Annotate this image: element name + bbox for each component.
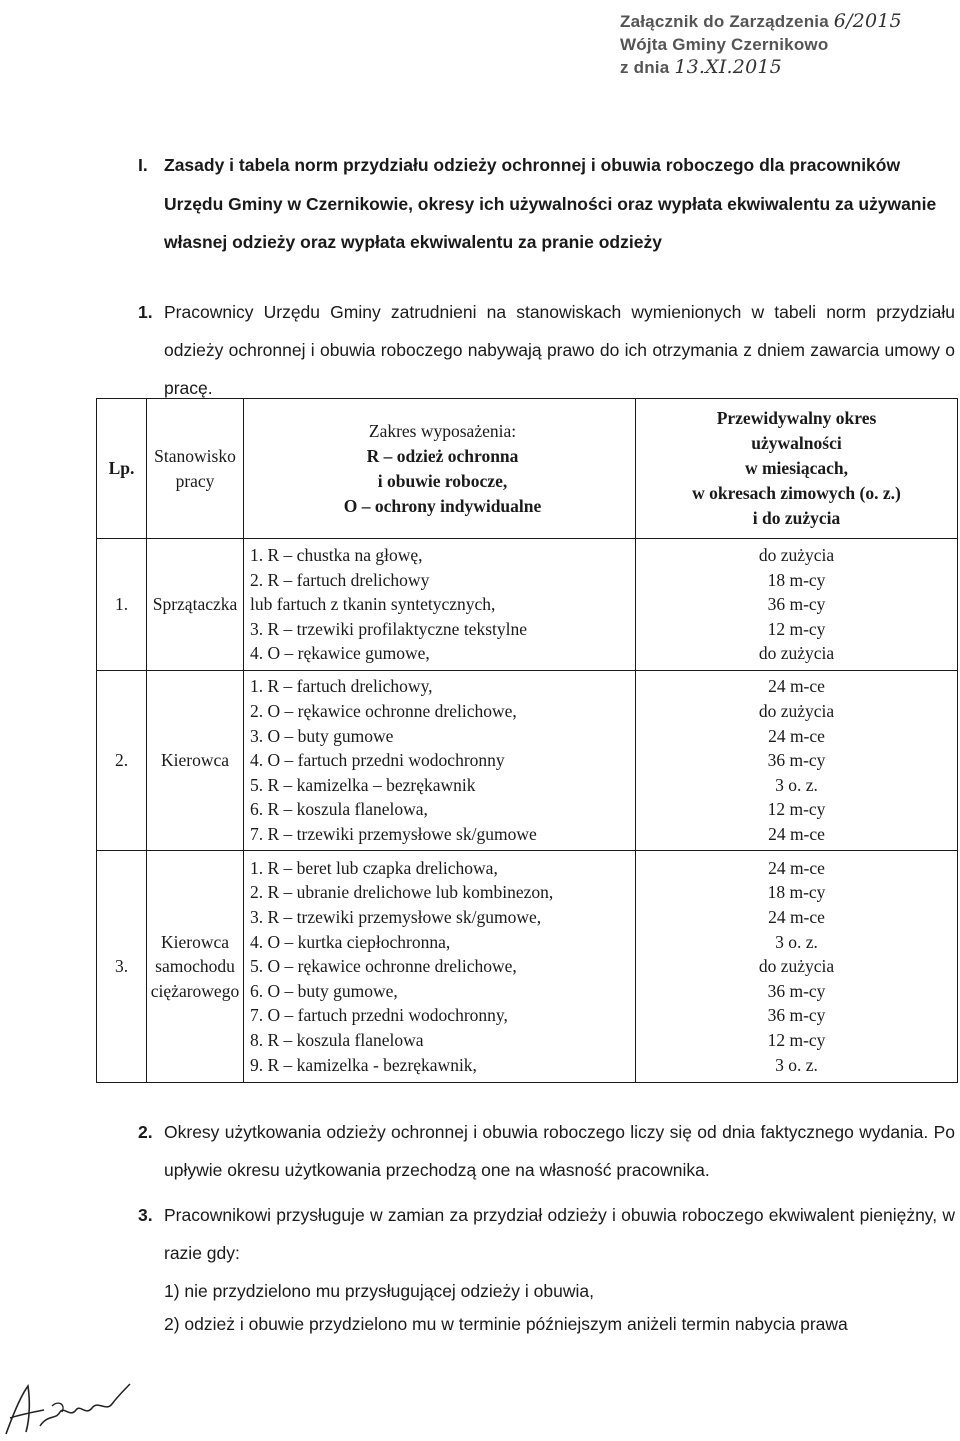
per-line: do zużycia — [758, 701, 835, 722]
row-lp: 3. — [97, 851, 147, 1083]
eq-line: 3. R – trzewiki profilaktyczne tekstylne — [250, 618, 528, 639]
table-row — [97, 851, 958, 1083]
stamp-line-3-text: z dnia — [620, 58, 670, 77]
header-equipment-line: O – ochrony indywidualne — [343, 495, 542, 516]
row-periods — [636, 539, 958, 671]
eq-line: 1. R – beret lub czapka drelichowa, — [250, 857, 498, 878]
per-line: 3 o. z. — [775, 931, 818, 952]
section-title: Zasady i tabela norm przydziału odzieży ochronnej i obuwia roboczego dla pracowników Urzędu Gminy w Czernikowie, okresy ich używalności oraz wypłata ekwiwalentu za używanie własnej odzieży oraz wypłata ekwiwalentu za pranie odzieży — [164, 155, 937, 252]
eq-line: 7. R – trzewiki przemysłowe sk/gumowe — [250, 823, 537, 844]
paragraph-1 — [138, 293, 955, 407]
header-equipment-line: i obuwie robocze, — [377, 470, 508, 491]
paragraph-3 — [138, 1196, 955, 1272]
header-period-line: Przewidywalny okres — [716, 408, 877, 428]
eq-line: lub fartuch z tkanin syntetycznych, — [250, 594, 496, 615]
position-line: Kierowca — [160, 931, 230, 952]
per-line: 12 m-cy — [767, 618, 826, 639]
row-lp: 2. — [97, 671, 147, 851]
row-periods — [636, 671, 958, 851]
stamp-line-2: Wójta Gminy Czernikowo — [620, 35, 829, 54]
paragraph-number: 3. — [138, 1205, 153, 1225]
paragraph-2 — [138, 1113, 955, 1189]
row-equipment — [244, 851, 636, 1083]
per-line: 36 m-cy — [767, 594, 826, 615]
position-line: ciężarowego — [150, 980, 240, 1001]
per-line: 18 m-cy — [767, 882, 826, 903]
list-item: 2) odzież i obuwie przydzielono mu w terminie późniejszym aniżeli termin nabycia prawa — [164, 1314, 848, 1334]
eq-line: 4. O – kurtka ciepłochronna, — [250, 931, 451, 952]
row-position — [147, 851, 244, 1083]
row-lp: 1. — [97, 539, 147, 671]
eq-line: 3. O – buty gumowe — [250, 725, 394, 746]
paragraph-number: 2. — [138, 1122, 153, 1142]
stamp-number: 6/2015 — [833, 10, 902, 32]
per-line: 24 m-ce — [768, 676, 825, 697]
per-line: 24 m-ce — [768, 857, 825, 878]
position-line: Kierowca — [160, 750, 230, 771]
section-heading — [138, 146, 938, 262]
per-line: 12 m-cy — [767, 1029, 826, 1050]
eq-line: 1. R – chustka na głowę, — [250, 545, 423, 566]
section-number: I. — [138, 155, 148, 175]
header-position — [147, 399, 244, 539]
eq-line: 1. R – fartuch drelichowy, — [250, 676, 433, 697]
list-item: 1) nie przydzielono mu przysługującej odzieży i obuwia, — [164, 1281, 594, 1301]
table-header-row — [97, 399, 958, 539]
eq-line: 3. R – trzewiki przemysłowe sk/gumowe, — [250, 907, 542, 928]
eq-line: 7. O – fartuch przedni wodochronny, — [250, 1005, 508, 1026]
per-line: 3 o. z. — [775, 1054, 818, 1075]
paragraph-text: Okresy użytkowania odzieży ochronnej i obuwia roboczego liczy się od dnia faktycznego wydania. Po upływie okresu użytkowania przechodzą one na własność pracownika. — [164, 1122, 955, 1180]
header-equipment — [244, 399, 636, 539]
position-line: samochodu — [155, 956, 235, 977]
row-equipment — [244, 539, 636, 671]
eq-line: 4. O – fartuch przedni wodochronny — [250, 750, 505, 771]
stamp-date: 13.XI.2015 — [674, 56, 782, 78]
paragraph-number: 1. — [138, 302, 153, 322]
per-line: 24 m-ce — [768, 907, 825, 928]
eq-line: 2. O – rękawice ochronne drelichowe, — [250, 701, 517, 722]
per-line: 36 m-cy — [767, 1005, 826, 1026]
per-line: 36 m-cy — [767, 750, 826, 771]
eq-line: 6. R – koszula flanelowa, — [250, 799, 428, 820]
per-line: 3 o. z. — [775, 774, 818, 795]
per-line: 24 m-ce — [768, 823, 825, 844]
handwritten-signature — [0, 1360, 140, 1441]
table-row — [97, 539, 958, 671]
eq-line: 2. R – ubranie drelichowe lub kombinezon, — [250, 882, 554, 903]
header-position-line: Stanowisko — [154, 445, 236, 466]
header-period — [636, 399, 958, 539]
per-line: 24 m-ce — [768, 725, 825, 746]
stamp-line-3 — [620, 56, 950, 79]
paragraph-text: Pracownicy Urzędu Gminy zatrudnieni na stanowiskach wymienionych w tabeli norm przydziału odzieży ochronnej i obuwia roboczego nabywają prawo do ich otrzymania z dniem zawarcia umowy o pracę. — [164, 302, 955, 398]
stamp-line-1-text: Załącznik do Zarządzenia — [620, 12, 829, 31]
norms-table — [96, 398, 958, 1083]
table-row — [97, 671, 958, 851]
row-position — [147, 539, 244, 671]
eq-line: 2. R – fartuch drelichowy — [250, 569, 430, 590]
header-position-line: pracy — [175, 470, 215, 491]
header-equipment-line: Zakres wyposażenia: — [368, 420, 517, 441]
header-period-line: w miesiącach, — [744, 458, 849, 478]
per-line: do zużycia — [758, 643, 835, 664]
header-equipment-line: R – odzież ochronna — [366, 445, 519, 466]
row-position — [147, 671, 244, 851]
eq-line: 5. O – rękawice ochronne drelichowe, — [250, 956, 517, 977]
row-equipment — [244, 671, 636, 851]
eq-line: 8. R – koszula flanelowa — [250, 1029, 424, 1050]
stamp-line-1 — [620, 10, 950, 33]
per-line: 36 m-cy — [767, 980, 826, 1001]
per-line: do zużycia — [758, 545, 835, 566]
conditions-list — [164, 1275, 954, 1341]
header-period-line: w okresach zimowych (o. z.) — [692, 483, 901, 503]
eq-line: 9. R – kamizelka - bezrękawnik, — [250, 1054, 477, 1075]
eq-line: 6. O – buty gumowe, — [250, 980, 398, 1001]
row-periods — [636, 851, 958, 1083]
attachment-stamp — [620, 10, 950, 79]
position-line: Sprzątaczka — [152, 594, 238, 615]
per-line: do zużycia — [758, 956, 835, 977]
eq-line: 5. R – kamizelka – bezrękawnik — [250, 774, 476, 795]
per-line: 12 m-cy — [767, 799, 826, 820]
header-lp: Lp. — [97, 399, 147, 539]
per-line: 18 m-cy — [767, 569, 826, 590]
header-period-line: i do zużycia — [752, 508, 841, 528]
header-period-line: używalności — [751, 433, 842, 453]
eq-line: 4. O – rękawice gumowe, — [250, 643, 430, 664]
paragraph-text: Pracownikowi przysługuje w zamian za przydział odzieży i obuwia roboczego ekwiwalent pieniężny, w razie gdy: — [164, 1205, 955, 1263]
